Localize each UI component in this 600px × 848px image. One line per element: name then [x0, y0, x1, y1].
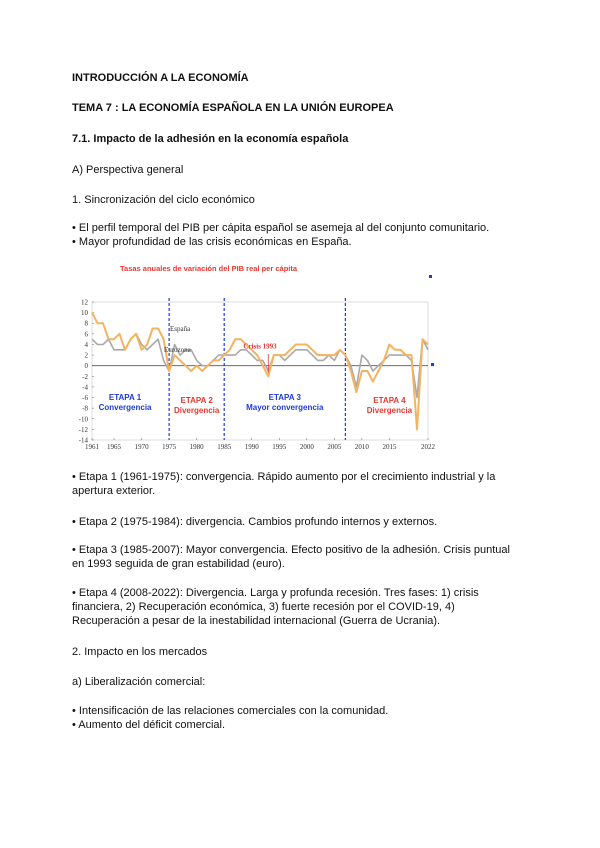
- etapa2-line: • Etapa 2 (1975-1984): divergencia. Cambios profundo internos y externos.: [72, 516, 438, 528]
- x-tick-label: 2015: [382, 443, 397, 451]
- subsection-a: A) Perspectiva general: [72, 164, 184, 176]
- chart-title: Tasas anuales de variación del PIB real per cápita: [120, 264, 298, 273]
- etapa4-line1: • Etapa 4 (2008-2022): Divergencia. Larga y profunda recesión. Tres fases: 1) crisis: [72, 587, 479, 599]
- x-tick-label: 1995: [272, 443, 287, 451]
- etapa3-line1: • Etapa 3 (1985-2007): Mayor convergencia. Efecto positivo de la adhesión. Crisis puntual: [72, 544, 510, 556]
- y-tick-label: -12: [78, 425, 88, 434]
- y-tick-label: 10: [81, 309, 88, 318]
- etapa3-line2: en 1993 seguida de gran estabilidad (euro).: [72, 558, 285, 570]
- course-title: INTRODUCCIÓN A LA ECONOMÍA: [72, 72, 249, 84]
- x-tick-label: 1961: [85, 443, 99, 451]
- stage-label: ETAPA 4: [373, 395, 406, 405]
- bullet-perfil: • El perfil temporal del PIB per cápita español se asemeja al del conjunto comunitario.: [72, 222, 490, 234]
- x-tick-label: 1985: [217, 443, 232, 451]
- x-tick-label: 2005: [327, 443, 342, 451]
- x-tick-label: 1980: [189, 443, 204, 451]
- legend-marker: [429, 275, 432, 278]
- subsection-2a: a) Liberalización comercial:: [72, 676, 206, 688]
- stage-sublabel: Divergencia: [173, 405, 220, 415]
- x-tick-label: 1990: [244, 443, 259, 451]
- etapa1-line2: apertura exterior.: [72, 485, 156, 497]
- etapa4-line3: Recuperación a pesar de la inestabilidad internacional (Guerra de Ucrania).: [72, 615, 441, 627]
- x-tick-label: 2000: [299, 443, 314, 451]
- y-tick-label: -14: [78, 436, 88, 445]
- subsection-1: 1. Sincronización del ciclo económico: [72, 194, 255, 206]
- y-tick-label: 6: [84, 330, 88, 339]
- etapa4-line2: financiera, 2) Recuperación económica, 3) fuerte recesión por el COVID-19, 4): [72, 601, 455, 613]
- y-tick-label: 4: [84, 340, 88, 349]
- series-end-marker: [431, 363, 434, 366]
- y-tick-label: 12: [81, 298, 88, 307]
- section-title: 7.1. Impacto de la adhesión en la economía española: [72, 133, 349, 145]
- chart-annotation: Eurozona: [163, 345, 191, 354]
- y-tick-label: 2: [84, 351, 88, 360]
- y-tick-label: -8: [82, 404, 88, 413]
- topic-title: TEMA 7 : LA ECONOMÍA ESPAÑOLA EN LA UNIÓN EUROPEA: [72, 102, 394, 114]
- stage-sublabel: Divergencia: [366, 405, 413, 415]
- y-tick-label: -6: [82, 394, 88, 403]
- bullet-profundidad: • Mayor profundidad de las crisis económicas en España.: [72, 236, 352, 248]
- stage-sublabel: Mayor convergencia: [246, 403, 324, 413]
- stage-sublabel: Convergencia: [98, 403, 152, 413]
- x-tick-label: 2010: [354, 443, 369, 451]
- x-tick-label: 1975: [162, 443, 177, 451]
- y-tick-label: -10: [78, 415, 88, 424]
- etapa1-line1: • Etapa 1 (1961-1975): convergencia. Rápido aumento por el crecimiento industrial y la: [72, 471, 496, 483]
- bullet-intensificacion: • Intensificación de las relaciones comerciales con la comunidad.: [72, 705, 389, 717]
- chart-annotation: España: [170, 325, 191, 334]
- y-tick-label: -4: [82, 383, 88, 392]
- gdp-chart: [72, 262, 442, 452]
- stage-label: ETAPA 2: [180, 395, 213, 405]
- stage-label: ETAPA 1: [108, 393, 142, 403]
- bullet-deficit: • Aumento del déficit comercial.: [72, 719, 226, 731]
- y-tick-label: 8: [84, 319, 88, 328]
- chart-annotation: Crisis 1993: [243, 342, 277, 351]
- x-tick-label: 1970: [134, 443, 149, 451]
- subsection-2: 2. Impacto en los mercados: [72, 646, 208, 658]
- x-tick-label: 1965: [107, 443, 122, 451]
- y-tick-label: -2: [82, 372, 88, 381]
- x-tick-label: 2022: [421, 443, 435, 451]
- y-tick-label: 0: [84, 362, 88, 371]
- stage-label: ETAPA 3: [268, 393, 301, 403]
